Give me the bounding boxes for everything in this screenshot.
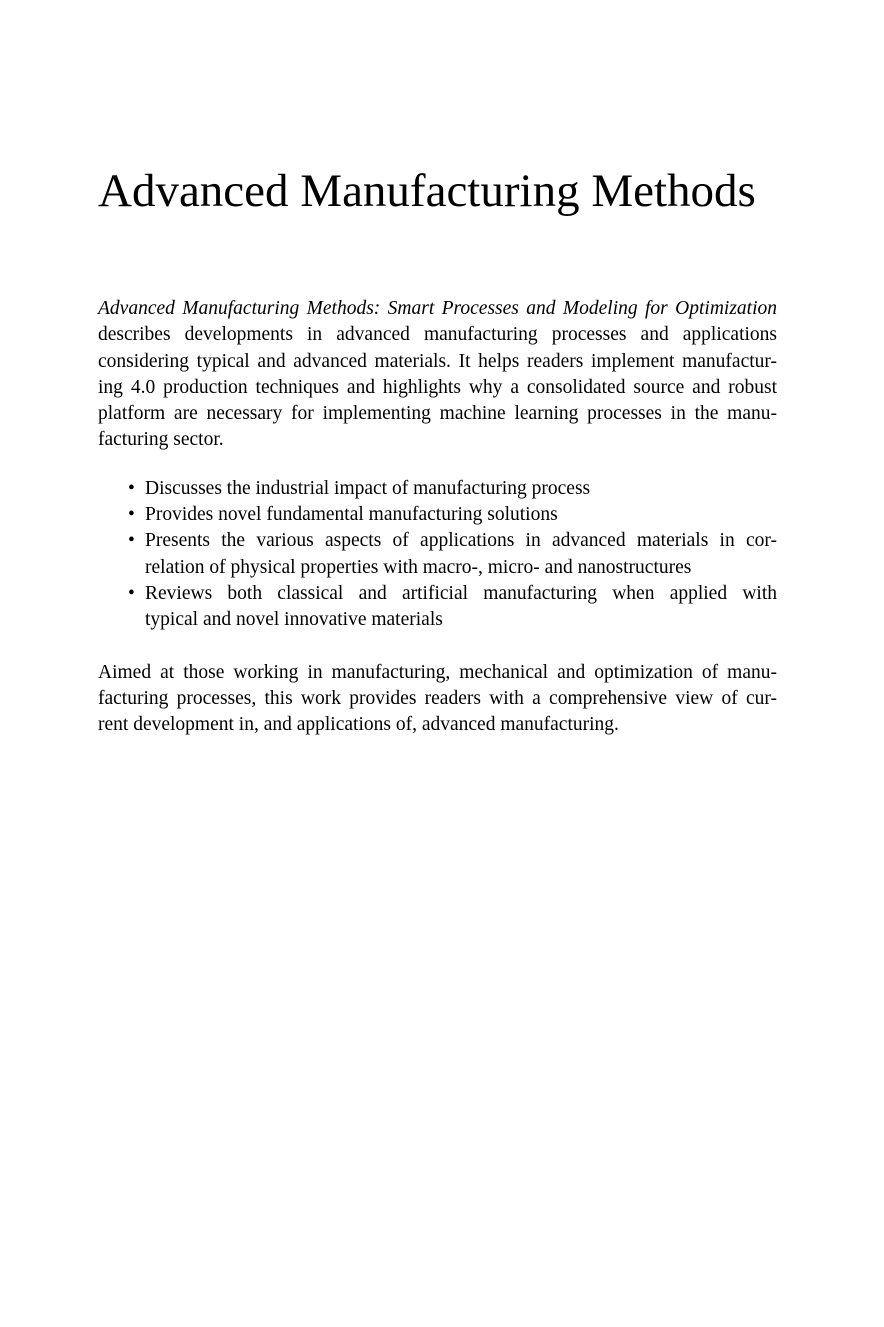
text-line: Advanced Manufacturing Methods: Smart Processes and Modeling for Optimization: [98, 298, 777, 319]
text-line: Provides novel fundamental manufacturing solutions: [145, 504, 558, 526]
bullet-item: [98, 581, 777, 634]
text-line: Reviews both classical and artificial manufacturing when applied with: [145, 582, 777, 604]
bullet-text: [145, 502, 777, 528]
text-line: typical and novel innovative materials: [145, 609, 443, 631]
text-line: rent development in, and applications of, advanced manufacturing.: [98, 714, 619, 736]
text-line: Presents the various aspects of applications in advanced materials in cor-: [145, 530, 777, 552]
text-line: Aimed at those working in manufacturing, mechanical and optimization of manu-: [98, 661, 777, 683]
bullet-text: [145, 476, 777, 502]
text-line: platform are necessary for implementing machine learning processes in the manu-: [98, 403, 777, 425]
text-line: relation of physical properties with macro-, micro- and nanostructures: [145, 556, 692, 578]
text-line: describes developments in advanced manufacturing processes and applications: [98, 324, 777, 346]
bullet-list: [98, 476, 777, 634]
text-line: facturing processes, this work provides readers with a comprehensive view of cur-: [98, 687, 777, 709]
bullet-icon: •: [128, 477, 135, 499]
text-line: considering typical and advanced materials. It helps readers implement manufactur-: [98, 350, 777, 372]
page-title: Advanced Manufacturing Methods: [98, 165, 756, 217]
text-line: Discusses the industrial impact of manufacturing process: [145, 477, 591, 499]
bullet-icon: •: [128, 582, 135, 604]
bullet-icon: •: [128, 504, 135, 526]
page-content: [98, 165, 777, 738]
closing-paragraph: [98, 660, 777, 739]
text-line: ing 4.0 production techniques and highlights why a consolidated source and robust: [98, 376, 777, 398]
text-line: facturing sector.: [98, 429, 224, 451]
intro-paragraph: [98, 296, 777, 454]
bullet-text: [145, 581, 777, 634]
bullet-item: [98, 528, 777, 581]
bullet-item: [98, 502, 777, 528]
bullet-text: [145, 528, 777, 581]
bullet-icon: •: [128, 530, 135, 552]
bullet-item: [98, 476, 777, 502]
